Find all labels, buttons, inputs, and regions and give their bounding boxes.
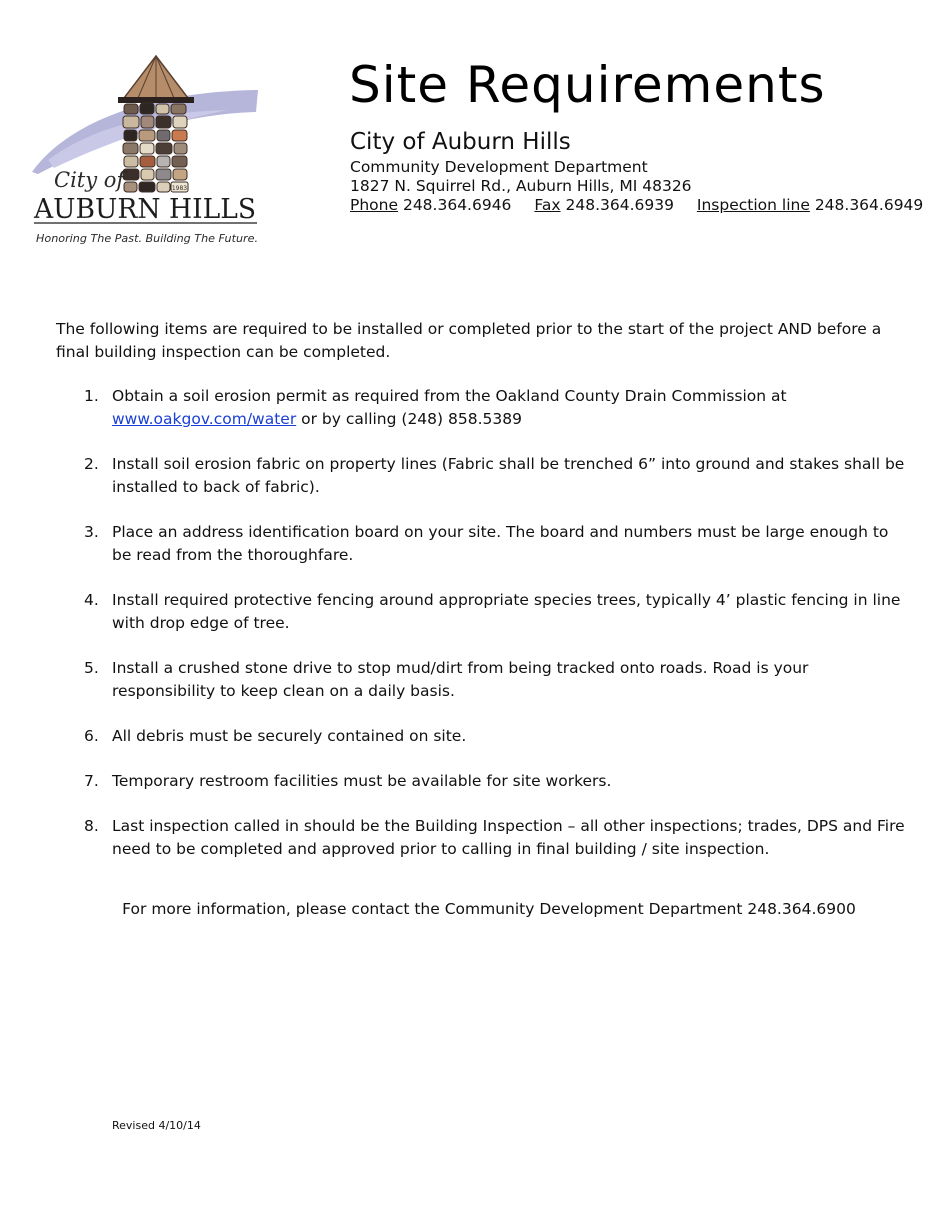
- item-number: 6.: [84, 727, 99, 745]
- logo-city-of: City of: [54, 168, 125, 192]
- list-item: [56, 589, 906, 635]
- lighthouse-logo-icon: [28, 52, 268, 252]
- item-number: 7.: [84, 772, 99, 790]
- page-title: Site Requirements: [349, 56, 826, 114]
- list-item: [56, 521, 906, 567]
- item-text: Install a crushed stone drive to stop mud/dirt from being tracked onto roads. Road is your responsibility to keep clean on a daily basis.: [112, 659, 809, 700]
- item-number: 5.: [84, 659, 99, 677]
- item-text: Last inspection called in should be the Building Inspection – all other inspections; trades, DPS and Fire need to be completed and approved prior to calling in final building / site inspection.: [112, 817, 905, 858]
- logo-name: AUBURN HILLS: [33, 194, 256, 225]
- list-item: [56, 385, 906, 431]
- intro-paragraph: The following items are required to be installed or completed prior to the start of the project AND before a final building inspection can be completed.: [56, 320, 882, 361]
- city-logo: [28, 52, 268, 252]
- item-number: 1.: [84, 387, 99, 405]
- list-item: [56, 725, 906, 748]
- footer-contact-info: For more information, please contact the Community Development Department 248.364.6900: [122, 900, 856, 918]
- phone-label: Phone: [350, 196, 399, 214]
- item-text: Obtain a soil erosion permit as required from the Oakland County Drain Commission at: [112, 387, 787, 405]
- item-text: All debris must be securely contained on site.: [112, 727, 467, 745]
- revised-date: Revised 4/10/14: [112, 1119, 201, 1132]
- logo-tagline: Honoring The Past. Building The Future.: [36, 233, 258, 245]
- contact-line: [350, 196, 923, 215]
- item-number: 4.: [84, 591, 99, 609]
- fax-label: Fax: [534, 196, 561, 214]
- inspection-number: 248.364.6949: [814, 196, 924, 214]
- fax-number: 248.364.6939: [565, 196, 674, 214]
- item-number: 8.: [84, 817, 99, 835]
- list-item: [56, 453, 906, 499]
- header-contact-block: [350, 128, 923, 215]
- item-text: Install required protective fencing around appropriate species trees, typically 4’ plastic fencing in line with drop edge of tree.: [112, 591, 901, 632]
- list-item: [56, 657, 906, 703]
- item-number: 2.: [84, 455, 99, 473]
- item-text-continued: or by calling (248) 858.5389: [301, 410, 522, 428]
- phone-number: 248.364.6946: [402, 196, 512, 214]
- item-text: Install soil erosion fabric on property lines (Fabric shall be trenched 6” into ground and stakes shall be installed to back of fabric).: [112, 455, 905, 496]
- list-item: [56, 770, 906, 793]
- oakgov-water-link[interactable]: www.oakgov.com/water: [112, 410, 297, 428]
- item-text: Temporary restroom facilities must be available for site workers.: [112, 772, 612, 790]
- logo-year: 1983: [171, 185, 188, 192]
- requirements-list: [56, 385, 906, 883]
- inspection-label: Inspection line: [696, 196, 810, 214]
- department-name: Community Development Department: [350, 158, 648, 176]
- item-number: 3.: [84, 523, 99, 541]
- item-text: Place an address identification board on your site. The board and numbers must be large enough to be read from the thoroughfare.: [112, 523, 889, 564]
- list-item: [56, 815, 906, 861]
- city-name: City of Auburn Hills: [350, 129, 571, 155]
- address: 1827 N. Squirrel Rd., Auburn Hills, MI 48326: [350, 177, 692, 195]
